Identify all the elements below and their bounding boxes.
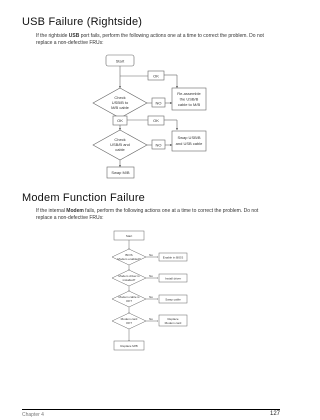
usb-action-1-line-3: cable to M/B xyxy=(177,102,201,107)
usb-intro-text-2: port fails, perform the following actions one at a time to correct the problem. Do not replace a non-defective FRUs: xyxy=(36,33,264,46)
usb-decision-1-line-2: USB/B to xyxy=(111,100,129,105)
usb-end-label: Swap M/B xyxy=(111,170,130,175)
modem-q4-line-1: Modem card xyxy=(120,317,138,321)
modem-q4-line-2: OK? xyxy=(125,321,133,325)
modem-intro-text-1: If the internal xyxy=(36,208,67,214)
usb-action-2-line-2: and USB cable xyxy=(175,141,203,146)
modem-action-4-line-2: Modem card xyxy=(164,321,182,325)
modem-q2-line-2: installed? xyxy=(122,278,136,282)
modem-no-2: No xyxy=(149,274,153,278)
modem-intro-bold: Modem xyxy=(66,208,84,214)
modem-action-3-label: Swap cable xyxy=(165,297,181,302)
modem-q3-line-2: OK? xyxy=(125,299,133,303)
section-title-usb: USB Failure (Rightside) xyxy=(22,16,143,28)
usb-action-1-line-1: Re-assemble xyxy=(177,91,201,96)
modem-action-4-line-1: Replace xyxy=(167,317,179,321)
usb-ok-label-3: OK xyxy=(153,118,159,123)
modem-q1-line-1: BIOS xyxy=(125,253,133,257)
usb-start-label: Start xyxy=(115,58,125,64)
usb-ok-label-1: OK xyxy=(153,73,159,79)
usb-decision-1-line-1: Check xyxy=(114,95,126,100)
footer-rule xyxy=(22,409,280,410)
usb-action-2-line-1: Swap USB/B xyxy=(177,135,201,140)
usb-intro-text-1: If the rightside xyxy=(36,33,69,39)
modem-no-4: No xyxy=(149,317,153,321)
modem-q3-line-1: Modem cable is xyxy=(118,295,140,299)
usb-intro-bold: USB xyxy=(68,33,80,39)
footer-chapter: Chapter 4 xyxy=(22,412,44,418)
usb-action-1-line-2: the USB/B xyxy=(179,96,199,102)
usb-no-label-2: NO xyxy=(155,142,162,148)
usb-decision-2-line-1: Check xyxy=(114,137,126,142)
modem-intro-text-2: fails, perform the following actions one at a time to correct the problem. Do not replace a non-defective FRUs: xyxy=(36,208,259,221)
page-number: 127 xyxy=(269,411,280,417)
modem-end-label: Replace M/B xyxy=(120,344,138,348)
usb-decision-2-line-3: cable xyxy=(115,147,125,152)
usb-decision-2-line-2: USB/B and xyxy=(110,142,130,147)
modem-q2-line-1: Modem driver is xyxy=(118,274,140,278)
modem-action-1-label: Enable in BIOS xyxy=(162,255,184,260)
usb-ok-label-2: OK xyxy=(117,118,123,123)
section-title-modem: Modem Function Failure xyxy=(22,192,146,204)
modem-action-2-label: Install driver xyxy=(164,276,182,281)
modem-no-3: No xyxy=(149,295,153,299)
usb-decision-1-line-3: M/B cable xyxy=(111,105,129,110)
modem-q1-line-2: Modem enabled? xyxy=(117,257,141,261)
modem-start-label: Start xyxy=(125,234,133,238)
usb-no-label-1: NO xyxy=(155,100,162,106)
modem-no-1: No xyxy=(149,253,153,257)
